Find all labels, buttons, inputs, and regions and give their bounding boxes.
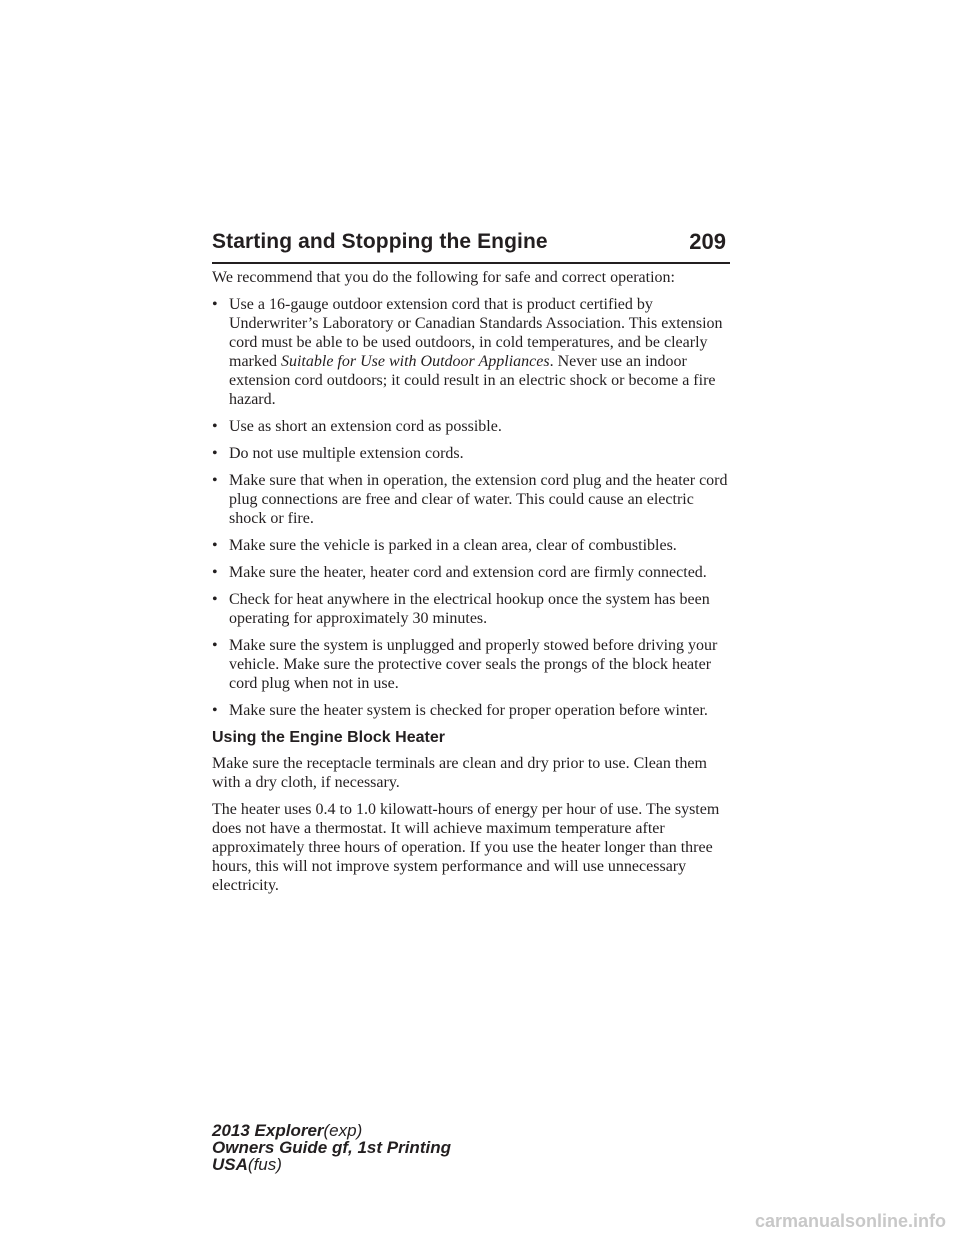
footer-line-market: USA(fus) xyxy=(212,1155,282,1174)
intro-paragraph: We recommend that you do the following for safe and correct operation: xyxy=(212,269,675,286)
section-title: Starting and Stopping the Engine xyxy=(212,230,548,253)
italic-marking: Suitable for Use with Outdoor Appliances xyxy=(280,353,550,370)
bullet-icon: • xyxy=(212,418,218,435)
bullet-item: • Make sure the vehicle is parked in a clean area, clear of combustibles. xyxy=(212,537,677,554)
footer-line-model: 2013 Explorer(exp) xyxy=(212,1121,363,1140)
safety-bullet-list xyxy=(212,295,732,720)
page-header xyxy=(212,228,730,264)
page-number: 209 xyxy=(689,229,726,254)
bullet-icon: • xyxy=(212,702,218,719)
footer-line-guide: Owners Guide gf, 1st Printing xyxy=(212,1138,451,1157)
section-heading: Using the Engine Block Heater xyxy=(212,729,445,746)
bullet-item: • Check for heat anywhere in the electrical hookup once the system has been operating for approximately 30 minutes. xyxy=(212,591,710,627)
bullet-icon: • xyxy=(212,537,218,554)
bullet-icon: • xyxy=(212,637,218,654)
bullet-icon: • xyxy=(212,296,218,313)
bullet-icon: • xyxy=(212,472,218,489)
bullet-item: • Make sure the heater, heater cord and extension cord are firmly connected. xyxy=(212,564,707,581)
watermark-link[interactable]: carmanualsonline.info xyxy=(754,1211,946,1231)
bullet-item: • Make sure the heater system is checked for proper operation before winter. xyxy=(212,702,708,719)
bullet-icon: • xyxy=(212,564,218,581)
bullet-item: • Make sure that when in operation, the extension cord plug and the heater cord plug connections are free and clear of water. This could cause an electric shock or fire. xyxy=(212,472,728,527)
body-paragraph: Make sure the receptacle terminals are clean and dry prior to use. Clean them with a dry cloth, if necessary. xyxy=(212,755,707,791)
bullet-icon: • xyxy=(212,591,218,608)
bullet-icon: • xyxy=(212,445,218,462)
body-paragraph: The heater uses 0.4 to 1.0 kilowatt-hours of energy per hour of use. The system does not have a thermostat. It will achieve maximum temperature after approximately three hours of operation. If you use the heater longer than three hours, this will not improve system performance and will use unnecessary electricity. xyxy=(212,801,720,894)
bullet-item: • Use a 16-gauge outdoor extension cord that is product certified by Underwriter’s Laboratory or Canadian Standards Association. This extension cord must be able to be used outdoors, in cold temperatures, and be clearly marked Suitable for Use with Outdoor Appliances. Never use an indoor extension cord outdoors; it could result in an electric shock or become a fire hazard. xyxy=(212,296,723,408)
bullet-item: • Do not use multiple extension cords. xyxy=(212,445,464,462)
page-content xyxy=(212,268,732,903)
document-footer xyxy=(212,1122,451,1173)
bullet-item: • Use as short an extension cord as possible. xyxy=(212,418,502,435)
bullet-item: • Make sure the system is unplugged and properly stowed before driving your vehicle. Make sure the protective cover seals the prongs of the block heater cord plug when not in use. xyxy=(212,637,718,692)
